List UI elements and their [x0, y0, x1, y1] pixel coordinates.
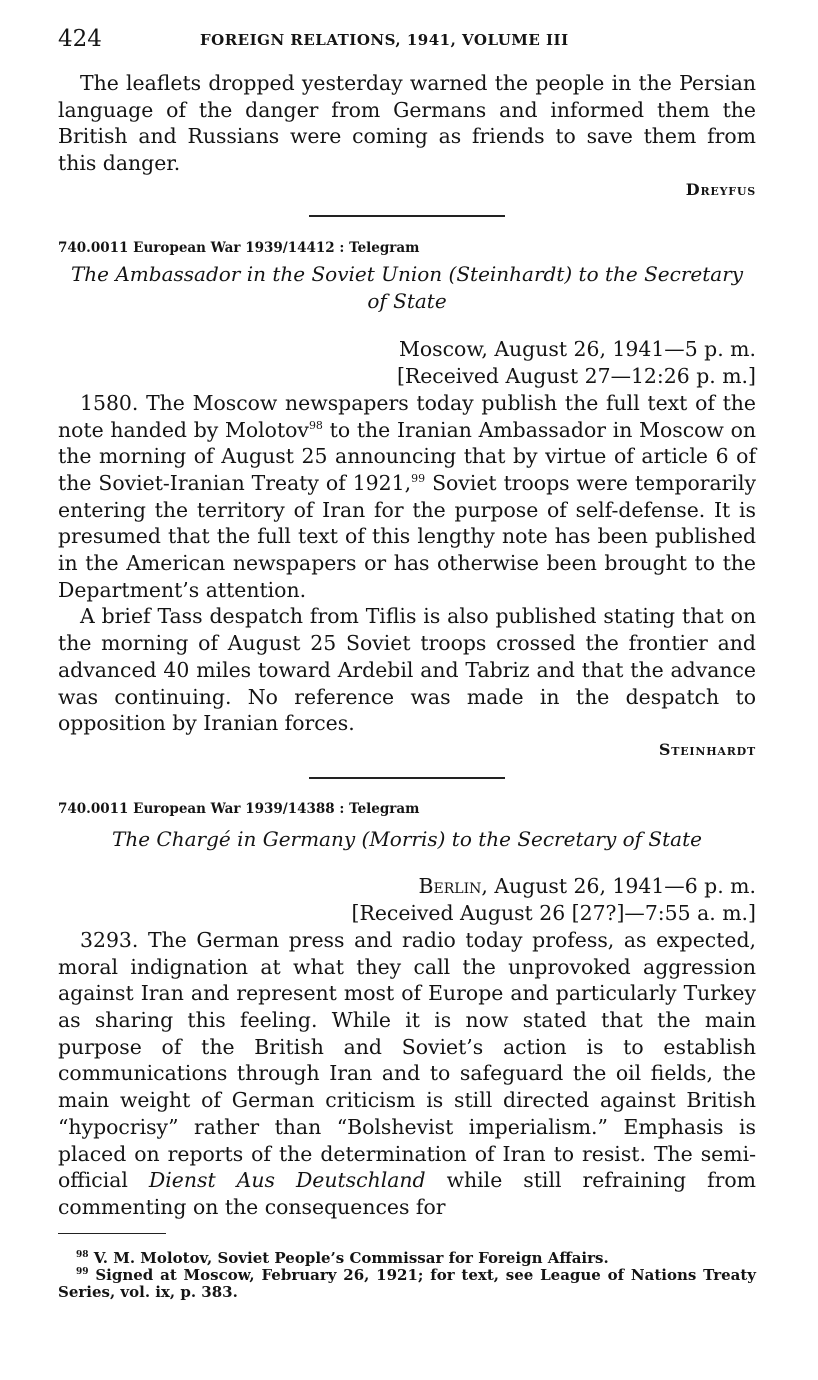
footnote-text: Signed at Moscow, February 26, 1921; for text, see League of Nations Treaty Series, vol. ix, p. 383.: [58, 1265, 756, 1301]
paragraph-text: 1580. The Moscow newspapers today publish the full text of the note handed by Molotov: [58, 390, 756, 442]
signature-steinhardt: Steinhardt: [658, 739, 756, 759]
received-line: [Received August 27—12:26 p. m.]: [396, 363, 756, 388]
footnote-ref: 99: [411, 472, 426, 486]
page-header: [58, 26, 756, 56]
dateline-place: Berlin: [418, 873, 482, 898]
footnote-ref: 98: [308, 418, 323, 432]
publication-title: Dienst Aus Deutschland: [148, 1168, 426, 1193]
footnote-mark: 99: [76, 1266, 89, 1277]
intro-paragraph: The leaflets dropped yesterday warned the people in the Persian language of the danger from Germans and informed them the British and Russians were coming as friends to save them from this danger.: [58, 71, 756, 176]
body-paragraph: [58, 390, 756, 604]
received-line: [Received August 26 [27?]—7:55 a. m.]: [351, 900, 756, 925]
document-title: The Chargé in Germany (Morris) to the Secretary of State: [112, 826, 702, 851]
paragraph-text: to the Iranian Ambassador in Moscow on the morning of August 25 announcing that by virtue of article 6 of the Soviet-Iranian Treaty of 1921,: [58, 417, 756, 495]
footnote-99: [58, 1267, 756, 1301]
paragraph-text: 3293. The German press and radio today profess, as expected, moral indignation at what they call the unprovoked aggression against Iran and represent most of Europe and particularly Turkey as sharing this feeling. While it is now stated that the main purpose of the British and Soviet’s action is to establish communications through Iran and to safeguard the oil fields, the main weight of German criticism is still directed against British “hypocrisy” rather than “Bolshevist imperialism.” Emphasis is placed on reports of the determination of Iran to resist. The semi-official: [58, 927, 756, 1193]
document-page: [58, 26, 756, 1301]
dateline: Moscow, August 26, 1941—5 p. m.: [399, 336, 756, 361]
dateline-date: , August 26, 1941—6 p. m.: [481, 873, 756, 898]
page-number: 424: [58, 26, 102, 52]
signature-dreyfus: Dreyfus: [685, 179, 756, 199]
footnote-mark: 98: [76, 1249, 89, 1260]
footnote-98: [58, 1250, 756, 1267]
footnotes: [58, 1250, 756, 1301]
document-1580: [58, 239, 756, 763]
paragraph-text: while still refraining from commenting on the consequences for: [58, 1168, 757, 1219]
body-paragraph: A brief Tass despatch from Tiflis is also published stating that on the morning of August 25 Soviet troops crossed the frontier and advanced 40 miles toward Ardebil and Tabriz and that the advance was continuing. No reference was made in the despatch to opposition by Iranian forces.: [58, 604, 756, 736]
document-3293: [58, 800, 756, 1221]
paragraph-text: Soviet troops were temporarily entering the territory of Iran for the purpose of self-defense. It is presumed that the full text of this lengthy note has been published in the American newspapers or has otherwise been brought to the Department’s attention.: [58, 470, 756, 602]
file-reference: 740.0011 European War 1939/14412 : Telegram: [58, 239, 420, 256]
dateline: [58, 873, 756, 900]
document-title: The Ambassador in the Soviet Union (Steinhardt) to the Secretary of State: [70, 261, 744, 313]
footnote-text: V. M. Molotov, Soviet People’s Commissar for Foreign Affairs.: [93, 1248, 609, 1267]
body-paragraph: [58, 927, 756, 1221]
file-reference: 740.0011 European War 1939/14388 : Telegram: [58, 800, 420, 817]
running-head: FOREIGN RELATIONS, 1941, VOLUME III: [200, 31, 569, 49]
